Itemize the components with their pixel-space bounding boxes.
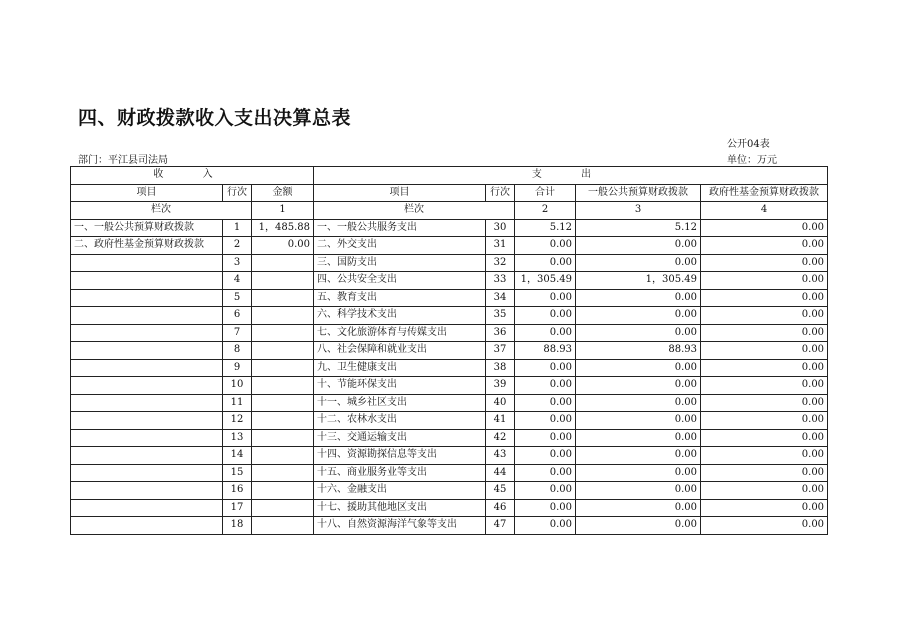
- table-row: [71, 447, 828, 465]
- fund-budget-cell: 0.00: [701, 254, 828, 272]
- general-budget-cell: 0.00: [576, 324, 701, 342]
- fund-budget-cell: 0.00: [701, 219, 828, 237]
- general-budget-cell: 0.00: [576, 447, 701, 465]
- expense-item-cell: 十七、援助其他地区支出: [314, 499, 486, 517]
- total-cell: 88.93: [515, 342, 576, 360]
- income-row-no-cell: 17: [223, 499, 252, 517]
- col-index-label-right: 栏次: [314, 202, 515, 220]
- expense-header: 支 出: [314, 167, 828, 185]
- fund-budget-cell: 0.00: [701, 482, 828, 500]
- col-header-item: 项目: [71, 184, 223, 202]
- col-header-amount: 金额: [252, 184, 314, 202]
- total-cell: 0.00: [515, 429, 576, 447]
- income-item-cell: [71, 272, 223, 290]
- income-row-no-cell: 6: [223, 307, 252, 325]
- total-cell: 0.00: [515, 254, 576, 272]
- header-row-columns: [71, 184, 828, 202]
- income-amount-cell: 1，485.88: [252, 219, 314, 237]
- fund-budget-cell: 0.00: [701, 499, 828, 517]
- expense-item-cell: 六、科学技术支出: [314, 307, 486, 325]
- total-cell: 0.00: [515, 447, 576, 465]
- income-amount-cell: [252, 464, 314, 482]
- col-header-general-budget: 一般公共预算财政拨款: [576, 184, 701, 202]
- total-cell: 0.00: [515, 482, 576, 500]
- income-amount-cell: [252, 517, 314, 535]
- income-item-cell: [71, 464, 223, 482]
- header-row-index: [71, 202, 828, 220]
- expense-row-no-cell: 31: [486, 237, 515, 255]
- income-item-cell: [71, 482, 223, 500]
- total-cell: 5.12: [515, 219, 576, 237]
- table-row: [71, 237, 828, 255]
- general-budget-cell: 0.00: [576, 464, 701, 482]
- expense-item-cell: 五、教育支出: [314, 289, 486, 307]
- fund-budget-cell: 0.00: [701, 377, 828, 395]
- department-label: 部门：平江县司法局: [78, 155, 168, 166]
- fund-budget-cell: 0.00: [701, 464, 828, 482]
- table-row: [71, 254, 828, 272]
- general-budget-cell: 0.00: [576, 237, 701, 255]
- table-row: [71, 307, 828, 325]
- income-row-no-cell: 18: [223, 517, 252, 535]
- table-row: [71, 464, 828, 482]
- expense-row-no-cell: 37: [486, 342, 515, 360]
- income-row-no-cell: 7: [223, 324, 252, 342]
- table-row: [71, 429, 828, 447]
- expense-row-no-cell: 35: [486, 307, 515, 325]
- general-budget-cell: 0.00: [576, 412, 701, 430]
- income-amount-cell: [252, 377, 314, 395]
- fund-budget-cell: 0.00: [701, 429, 828, 447]
- expense-item-cell: 十三、交通运输支出: [314, 429, 486, 447]
- general-budget-cell: 0.00: [576, 499, 701, 517]
- table-body: [71, 167, 828, 535]
- expense-item-cell: 二、外交支出: [314, 237, 486, 255]
- income-row-no-cell: 2: [223, 237, 252, 255]
- total-cell: 0.00: [515, 289, 576, 307]
- expense-row-no-cell: 38: [486, 359, 515, 377]
- col-header-expense-row-no: 行次: [486, 184, 515, 202]
- col-header-row-no: 行次: [223, 184, 252, 202]
- fund-budget-cell: 0.00: [701, 307, 828, 325]
- table-row: [71, 377, 828, 395]
- income-item-cell: [71, 254, 223, 272]
- expense-row-no-cell: 36: [486, 324, 515, 342]
- income-amount-cell: [252, 447, 314, 465]
- expense-row-no-cell: 45: [486, 482, 515, 500]
- income-row-no-cell: 11: [223, 394, 252, 412]
- expense-row-no-cell: 34: [486, 289, 515, 307]
- income-amount-cell: [252, 429, 314, 447]
- income-row-no-cell: 1: [223, 219, 252, 237]
- total-cell: 0.00: [515, 412, 576, 430]
- total-cell: 0.00: [515, 237, 576, 255]
- page-title: 四、财政拨款收入支出决算总表: [78, 107, 352, 129]
- col-index-1: 1: [252, 202, 314, 220]
- income-item-cell: [71, 359, 223, 377]
- income-row-no-cell: 13: [223, 429, 252, 447]
- expense-item-cell: 四、公共安全支出: [314, 272, 486, 290]
- income-amount-cell: 0.00: [252, 237, 314, 255]
- expense-item-cell: 十六、金融支出: [314, 482, 486, 500]
- general-budget-cell: 0.00: [576, 394, 701, 412]
- table-row: [71, 219, 828, 237]
- income-item-cell: 二、政府性基金预算财政拨款: [71, 237, 223, 255]
- fund-budget-cell: 0.00: [701, 289, 828, 307]
- income-row-no-cell: 10: [223, 377, 252, 395]
- income-item-cell: [71, 394, 223, 412]
- income-item-cell: [71, 377, 223, 395]
- income-row-no-cell: 16: [223, 482, 252, 500]
- expense-item-cell: 十一、城乡社区支出: [314, 394, 486, 412]
- col-index-3: 3: [576, 202, 701, 220]
- expense-row-no-cell: 40: [486, 394, 515, 412]
- col-index-label: 栏次: [71, 202, 252, 220]
- income-amount-cell: [252, 482, 314, 500]
- income-row-no-cell: 8: [223, 342, 252, 360]
- fund-budget-cell: 0.00: [701, 394, 828, 412]
- income-amount-cell: [252, 289, 314, 307]
- income-item-cell: 一、一般公共预算财政拨款: [71, 219, 223, 237]
- col-index-2: 2: [515, 202, 576, 220]
- general-budget-cell: 0.00: [576, 517, 701, 535]
- table-row: [71, 499, 828, 517]
- general-budget-cell: 88.93: [576, 342, 701, 360]
- income-row-no-cell: 9: [223, 359, 252, 377]
- general-budget-cell: 0.00: [576, 307, 701, 325]
- expense-row-no-cell: 44: [486, 464, 515, 482]
- income-row-no-cell: 12: [223, 412, 252, 430]
- expense-row-no-cell: 43: [486, 447, 515, 465]
- general-budget-cell: 0.00: [576, 429, 701, 447]
- form-number: 公开04表: [727, 139, 770, 150]
- budget-table: [70, 166, 828, 535]
- total-cell: 0.00: [515, 499, 576, 517]
- table-row: [71, 359, 828, 377]
- table-row: [71, 342, 828, 360]
- income-row-no-cell: 15: [223, 464, 252, 482]
- income-amount-cell: [252, 272, 314, 290]
- expense-item-cell: 十二、农林水支出: [314, 412, 486, 430]
- expense-row-no-cell: 33: [486, 272, 515, 290]
- total-cell: 0.00: [515, 307, 576, 325]
- expense-row-no-cell: 42: [486, 429, 515, 447]
- total-cell: 0.00: [515, 377, 576, 395]
- expense-item-cell: 十四、资源勘探信息等支出: [314, 447, 486, 465]
- income-row-no-cell: 3: [223, 254, 252, 272]
- general-budget-cell: 5.12: [576, 219, 701, 237]
- income-row-no-cell: 14: [223, 447, 252, 465]
- total-cell: 0.00: [515, 517, 576, 535]
- fund-budget-cell: 0.00: [701, 447, 828, 465]
- income-item-cell: [71, 307, 223, 325]
- total-cell: 1，305.49: [515, 272, 576, 290]
- header-row-group: [71, 167, 828, 185]
- expense-item-cell: 十、节能环保支出: [314, 377, 486, 395]
- expense-item-cell: 十八、自然资源海洋气象等支出: [314, 517, 486, 535]
- income-item-cell: [71, 342, 223, 360]
- general-budget-cell: 0.00: [576, 254, 701, 272]
- total-cell: 0.00: [515, 324, 576, 342]
- income-item-cell: [71, 429, 223, 447]
- expense-item-cell: 九、卫生健康支出: [314, 359, 486, 377]
- col-header-expense-item: 项目: [314, 184, 486, 202]
- expense-item-cell: 七、文化旅游体育与传媒支出: [314, 324, 486, 342]
- total-cell: 0.00: [515, 359, 576, 377]
- income-item-cell: [71, 289, 223, 307]
- col-header-total: 合计: [515, 184, 576, 202]
- table-row: [71, 289, 828, 307]
- col-index-4: 4: [701, 202, 828, 220]
- table-row: [71, 394, 828, 412]
- general-budget-cell: 0.00: [576, 289, 701, 307]
- income-item-cell: [71, 447, 223, 465]
- income-amount-cell: [252, 342, 314, 360]
- expense-item-cell: 十五、商业服务业等支出: [314, 464, 486, 482]
- table-row: [71, 324, 828, 342]
- income-item-cell: [71, 517, 223, 535]
- fund-budget-cell: 0.00: [701, 517, 828, 535]
- fund-budget-cell: 0.00: [701, 342, 828, 360]
- expense-row-no-cell: 47: [486, 517, 515, 535]
- income-row-no-cell: 4: [223, 272, 252, 290]
- unit-label: 单位：万元: [727, 155, 777, 166]
- table-row: [71, 517, 828, 535]
- general-budget-cell: 0.00: [576, 377, 701, 395]
- total-cell: 0.00: [515, 394, 576, 412]
- expense-item-cell: 一、一般公共服务支出: [314, 219, 486, 237]
- fund-budget-cell: 0.00: [701, 412, 828, 430]
- expense-item-cell: 三、国防支出: [314, 254, 486, 272]
- total-cell: 0.00: [515, 464, 576, 482]
- table-row: [71, 482, 828, 500]
- expense-row-no-cell: 32: [486, 254, 515, 272]
- income-item-cell: [71, 499, 223, 517]
- fund-budget-cell: 0.00: [701, 237, 828, 255]
- income-amount-cell: [252, 324, 314, 342]
- income-amount-cell: [252, 412, 314, 430]
- fund-budget-cell: 0.00: [701, 324, 828, 342]
- general-budget-cell: 0.00: [576, 482, 701, 500]
- income-amount-cell: [252, 307, 314, 325]
- expense-row-no-cell: 41: [486, 412, 515, 430]
- expense-item-cell: 八、社会保障和就业支出: [314, 342, 486, 360]
- income-amount-cell: [252, 394, 314, 412]
- income-amount-cell: [252, 499, 314, 517]
- income-item-cell: [71, 324, 223, 342]
- income-amount-cell: [252, 254, 314, 272]
- income-header: 收 入: [71, 167, 314, 185]
- fund-budget-cell: 0.00: [701, 359, 828, 377]
- table-row: [71, 272, 828, 290]
- general-budget-cell: 1，305.49: [576, 272, 701, 290]
- expense-row-no-cell: 39: [486, 377, 515, 395]
- expense-row-no-cell: 46: [486, 499, 515, 517]
- table-row: [71, 412, 828, 430]
- fund-budget-cell: 0.00: [701, 272, 828, 290]
- col-header-fund-budget: 政府性基金预算财政拨款: [701, 184, 828, 202]
- expense-row-no-cell: 30: [486, 219, 515, 237]
- income-item-cell: [71, 412, 223, 430]
- income-amount-cell: [252, 359, 314, 377]
- income-row-no-cell: 5: [223, 289, 252, 307]
- general-budget-cell: 0.00: [576, 359, 701, 377]
